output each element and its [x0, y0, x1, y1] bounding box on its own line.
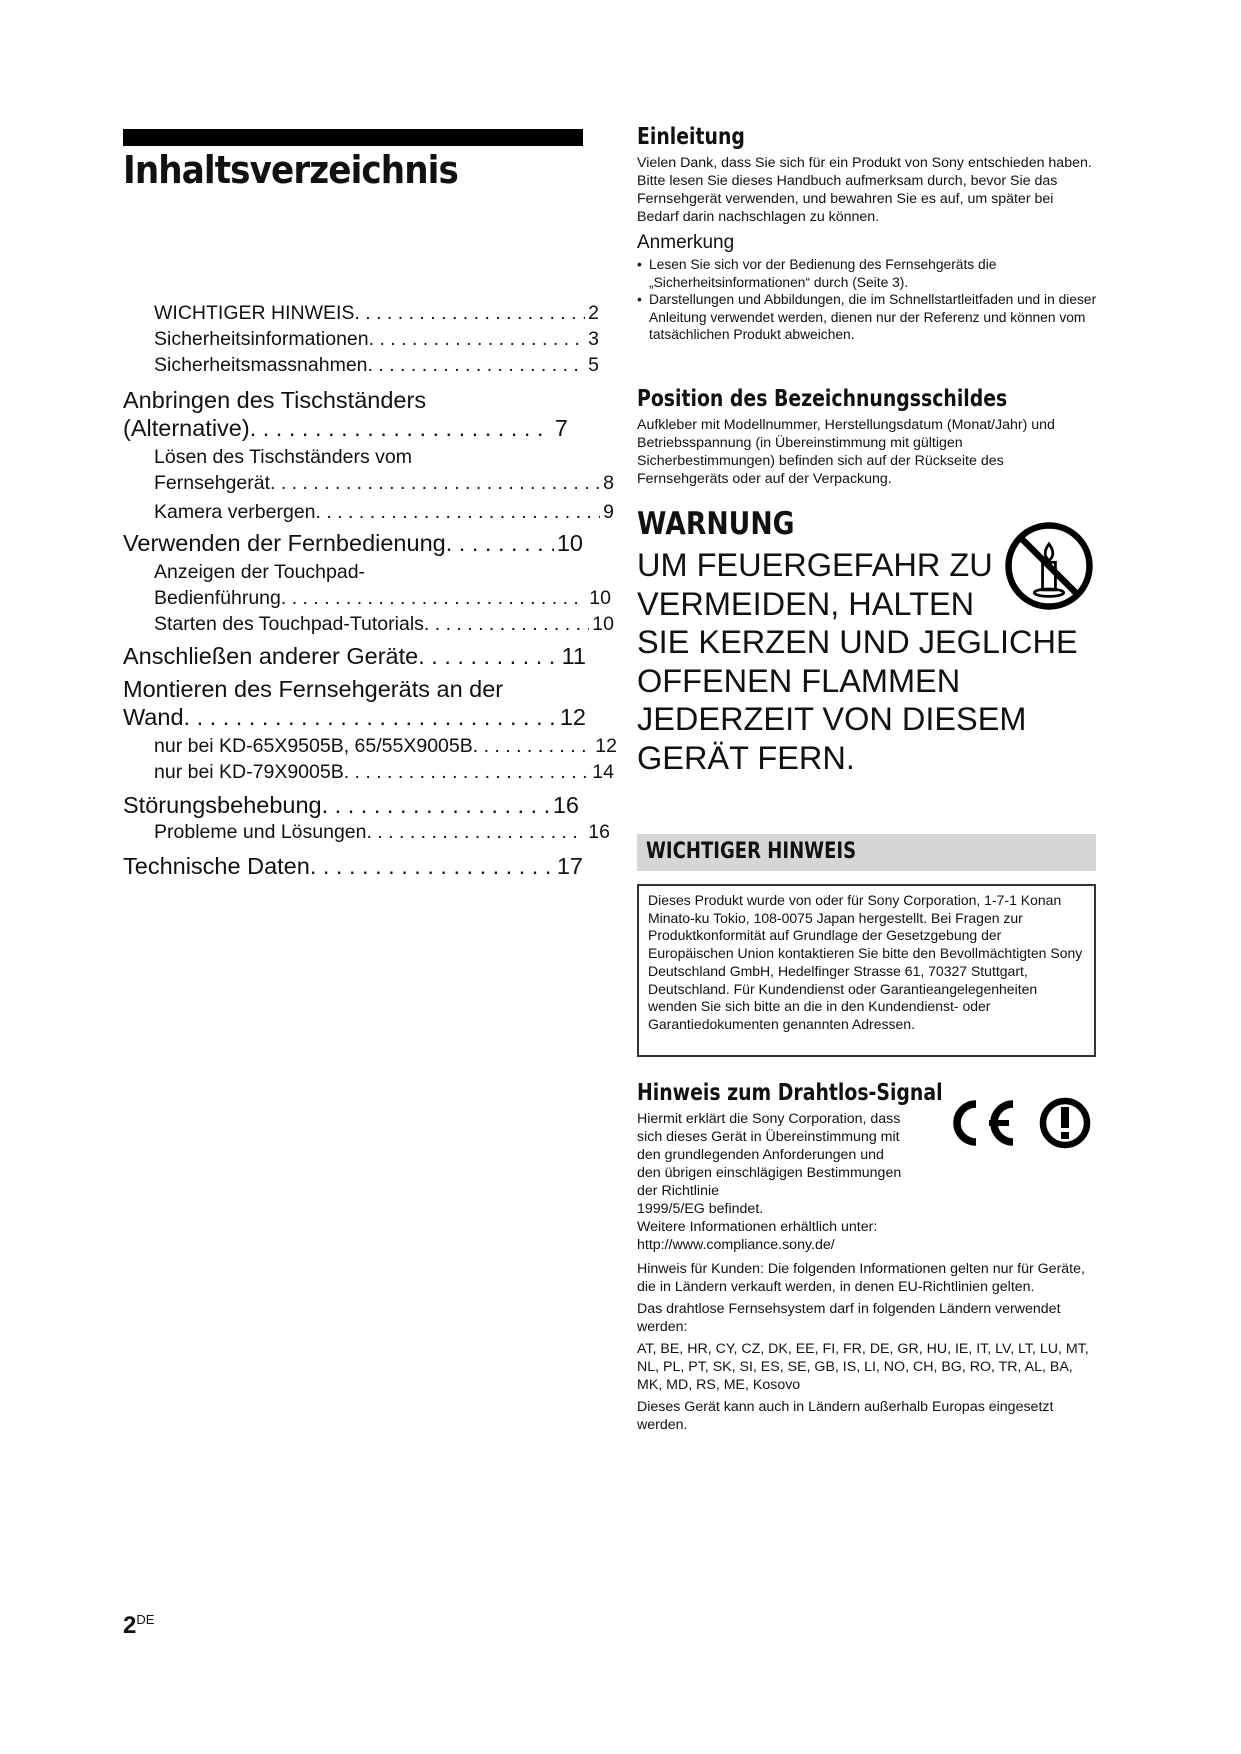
- toc-entry[interactable]: Montieren des Fernsehgeräts an der Wand . . . 12: [123, 675, 583, 731]
- warning-text: UM FEUERGEFAHR ZU VERMEIDEN, HALTEN SIE KERZEN UND JEGLICHE OFFENEN FLAMMEN JEDERZEIT VON DIESEM GERÄT FERN.: [637, 547, 1078, 776]
- section-heading: Hinweis zum Drahtlos-Signal: [637, 1080, 943, 1106]
- toc-entry[interactable]: Anschließen anderer Geräte . . . 11: [123, 642, 586, 670]
- section-position: [637, 386, 1097, 488]
- notice-heading-bar: [637, 834, 1096, 871]
- declaration-text: Hiermit erklärt die Sony Corporation, dass sich dieses Gerät in Übereinstimmung mit den grundlegenden Anforderungen und den übrigen einschlägigen Bestimmungen der Richtlinie 1999/5/EG befindet. Weitere Informationen erhältlich unter: http://www.compliance.sony.de/: [637, 1110, 937, 1254]
- country-list: AT, BE, HR, CY, CZ, DK, EE, FI, FR, DE, GR, HU, IE, IT, LV, LT, LU, MT, NL, PL, PT, SK, SI, ES, SE, GB, IS, LI, NO, CH, BG, RO, TR, AL, BA, MK, MD, RS, ME, Kosovo: [637, 1341, 1089, 1393]
- note-heading: Anmerkung: [637, 232, 735, 253]
- notice-box: Dieses Produkt wurde von oder für Sony Corporation, 1-7-1 Konan Minato-ku Tokio, 108-0075 Japan hergestellt. Bei Fragen zur Produktkonformität auf Grundlage der Gesetzgebung der Europäischen Union kontaktieren Sie bitte den Bevollmächtigten Sony Deutschland GmbH, Hedelfinger Strasse 61, 70327 Stuttgart, Deutschland. Für Kundendienst oder Garantieangelegenheiten wenden Sie sich bitte an die in den Kundendienst- oder Garantiedokumenten genannten Adressen.: [637, 884, 1096, 1057]
- toc-entry[interactable]: nur bei KD-79X9005B . . . 14: [123, 759, 614, 785]
- alert-class2-icon: [1038, 1096, 1092, 1150]
- no-open-flame-icon: [1003, 520, 1095, 612]
- toc-entry[interactable]: Kamera verbergen . . . 9: [123, 499, 614, 525]
- toc-entry[interactable]: Verwenden der Fernbedienung . . . 10: [123, 529, 583, 557]
- notice-heading: WICHTIGER HINWEIS: [646, 839, 857, 864]
- toc-entry[interactable]: Anzeigen der Touchpad- Bedienführung . . . 10: [123, 559, 583, 611]
- section-einleitung: [637, 124, 1097, 344]
- paragraph: Aufkleber mit Modellnummer, Herstellungsdatum (Monat/Jahr) und Betriebsspannung (in Übereinstimmung mit gültigen Sicherbestimmungen) befinden sich auf der Rückseite des Fernsehgeräts oder auf der Verpackung.: [637, 417, 1055, 487]
- list-item: • Lesen Sie sich vor der Bedienung des Fernsehgeräts die „Sicherheitsinformationen“ durch (Seite 3).: [637, 256, 1097, 291]
- toc-title: Inhaltsverzeichnis: [123, 148, 458, 192]
- toc-list: [123, 300, 617, 880]
- paragraph: Hinweis für Kunden: Die folgenden Informationen gelten nur für Geräte, die in Ländern verkauft werden, in denen EU-Richtlinien gelten.: [637, 1261, 1085, 1295]
- paragraph: Das drahtlose Fernsehsystem darf in folgenden Ländern verwendet werden:: [637, 1301, 1061, 1335]
- paragraph: Dieses Gerät kann auch in Ländern außerhalb Europas eingesetzt werden.: [637, 1399, 1054, 1433]
- toc-entry[interactable]: WICHTIGER HINWEIS . . . 2: [123, 300, 599, 326]
- warning-heading: WARNUNG: [637, 506, 795, 542]
- toc-entry[interactable]: nur bei KD-65X9505B, 65/55X9005B . . . 12: [123, 733, 617, 759]
- toc-entry[interactable]: Sicherheitsmassnahmen . . . 5: [123, 352, 599, 378]
- section-heading: Einleitung: [637, 124, 745, 150]
- toc-entry[interactable]: Probleme und Lösungen . . . 16: [123, 819, 610, 845]
- toc-entry[interactable]: Technische Daten . . . 17: [123, 852, 583, 880]
- compliance-link[interactable]: http://www.compliance.sony.de/: [637, 1237, 835, 1253]
- toc-entry[interactable]: Anbringen des Tischständers (Alternative) . . . 7: [123, 386, 583, 442]
- toc-entry[interactable]: Lösen des Tischständers vom Fernsehgerät . . . 8: [123, 444, 583, 496]
- toc-entry[interactable]: Starten des Touchpad-Tutorials . . . 10: [123, 611, 614, 637]
- toc-entry[interactable]: Störungsbehebung . . . 16: [123, 791, 579, 819]
- paragraph: Bitte lesen Sie dieses Handbuch aufmerksam durch, bevor Sie das Fernsehgerät verwenden, und bewahren Sie es auf, um später bei Bedarf darin nachschlagen zu können.: [637, 173, 1058, 225]
- paragraph: Vielen Dank, dass Sie sich für ein Produkt von Sony entschieden haben.: [637, 155, 1092, 171]
- section-heading: Position des Bezeichnungsschildes: [637, 386, 1008, 412]
- toc-entry[interactable]: Sicherheitsinformationen . . . 3: [123, 326, 599, 352]
- list-item: • Darstellungen und Abbildungen, die im Schnellstartleitfaden und in dieser Anleitung verwendet werden, dienen nur der Referenz und können vom tatsächlichen Produkt abweichen.: [637, 291, 1097, 344]
- note-list: [637, 256, 1097, 344]
- section-drahtlos: [637, 1080, 1097, 1434]
- page-number: 2DE: [123, 1612, 155, 1639]
- ce-mark-icon: [944, 1096, 1019, 1150]
- toc-heading-rule: [123, 129, 583, 146]
